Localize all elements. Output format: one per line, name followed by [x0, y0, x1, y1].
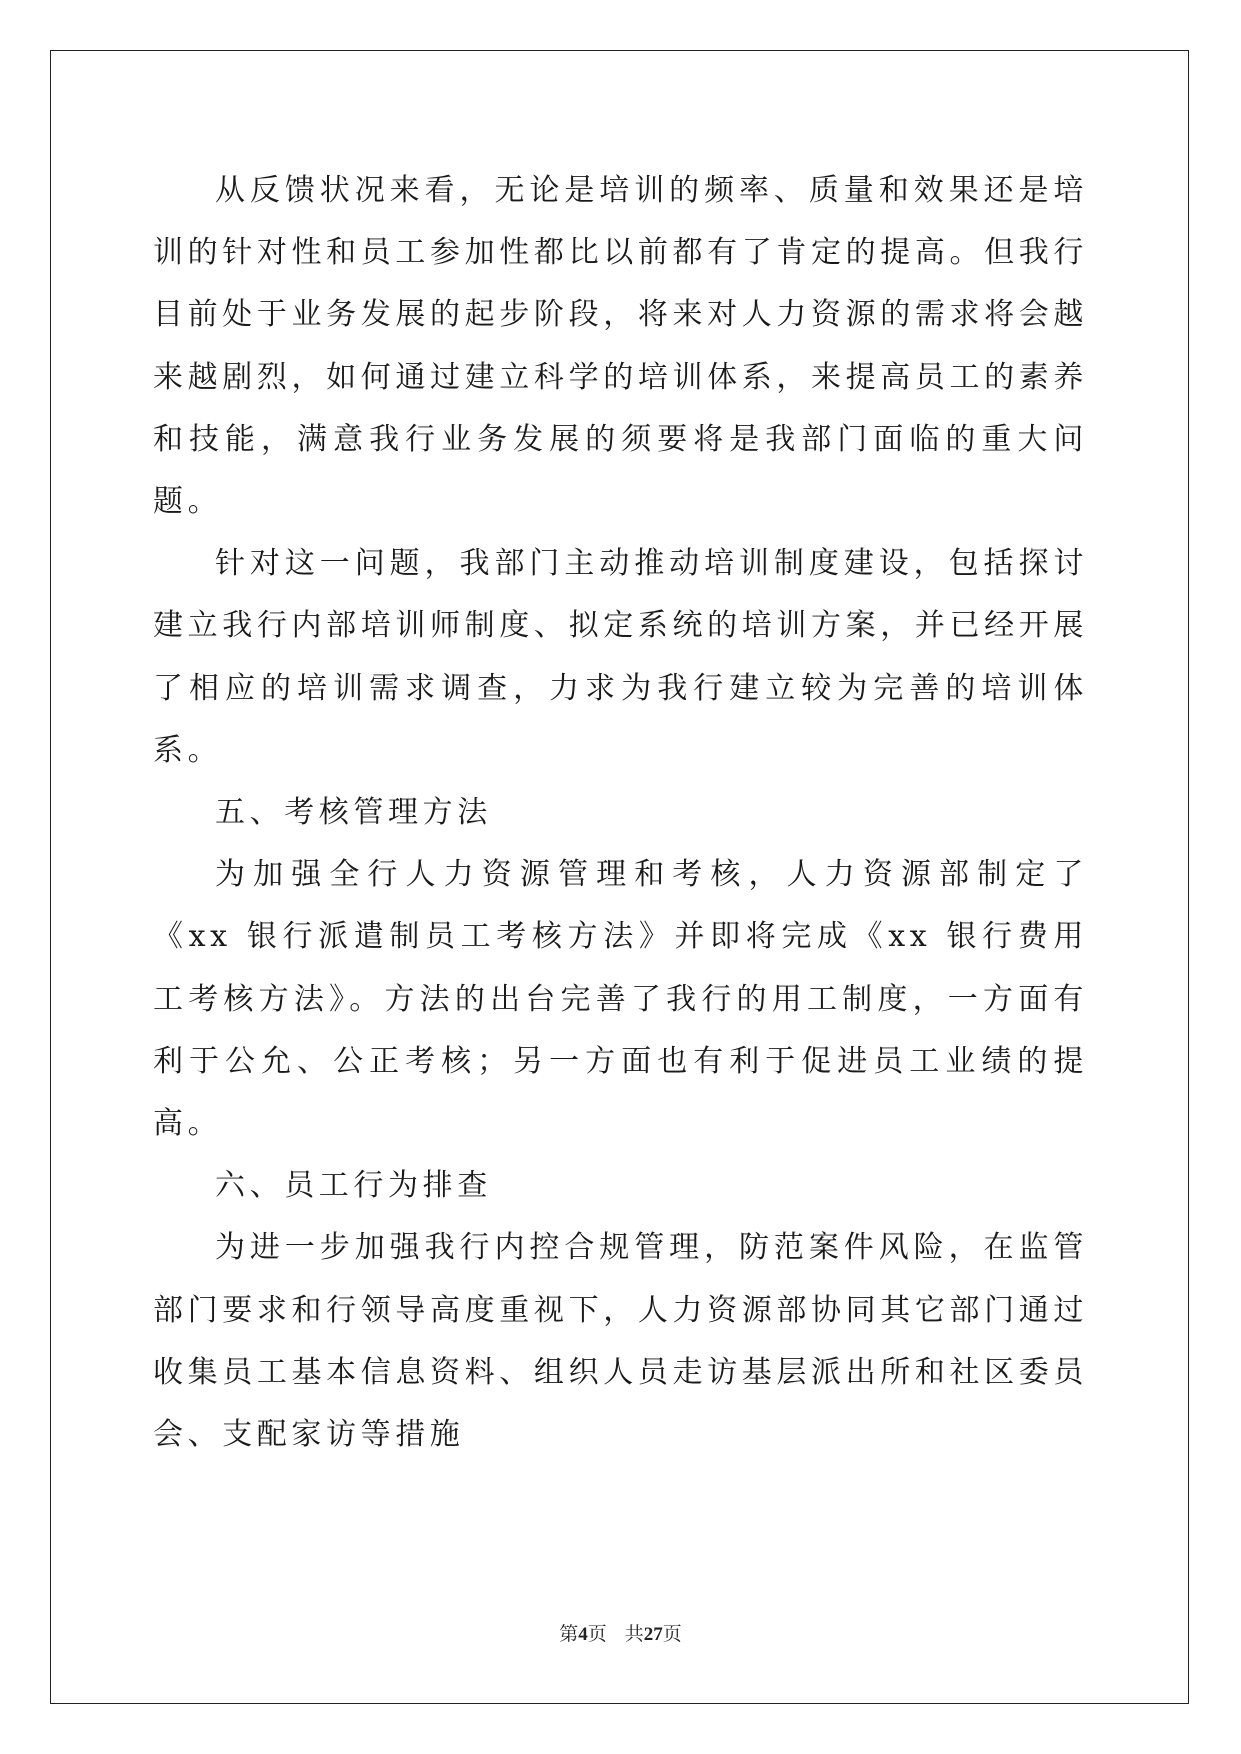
heading-assessment-method: 五、考核管理方法: [215, 795, 492, 831]
paragraph-compliance: 为进一步加强我行内控合规管理，防范案件风险，在监管部门要求和行领导高度重视下，人力资源部协同其它部门通过收集员工基本信息资料、组织人员走访基层派出所和社区委员会、支配家访等措施: [153, 1230, 1088, 1453]
paragraph-training-system: 针对这一问题，我部门主动推动培训制度建设，包括探讨建立我行内部培训师制度、拟定系统的培训方案，并已经开展了相应的培训需求调查，力求为我行建立较为完善的培训体系。: [153, 546, 1088, 768]
document-body: [153, 160, 1088, 1466]
footer-current-page: 4: [578, 1624, 588, 1645]
paragraph-feedback: 从反馈状况来看，无论是培训的频率、质量和效果还是培训的针对性和员工参加性都比以前都有了肯定的提高。但我行目前处于业务发展的起步阶段，将来对人力资源的需求将会越来越剧烈，如何通过建立科学的培训体系，来提高员工的素养和技能，满意我行业务发展的须要将是我部门面临的重大问题。: [153, 173, 1088, 520]
footer-prefix: 第: [559, 1624, 579, 1645]
paragraph-assessment: 为加强全行人力资源管理和考核，人力资源部制定了《xx 银行派遣制员工考核方法》并即将完成《xx 银行费用工考核方法》。方法的出台完善了我行的用工制度，一方面有利于公允、公正考核；另一方面也有利于促进员工业绩的提高。: [153, 857, 1088, 1142]
heading-employee-behavior-check: 六、员工行为排查: [215, 1168, 492, 1204]
footer-page-suffix: 页: [587, 1624, 607, 1645]
footer-total-suffix: 页: [662, 1624, 682, 1645]
footer-total-prefix: 共: [624, 1624, 644, 1645]
footer-total-pages: 27: [643, 1624, 663, 1645]
page-footer: [0, 1622, 1241, 1648]
